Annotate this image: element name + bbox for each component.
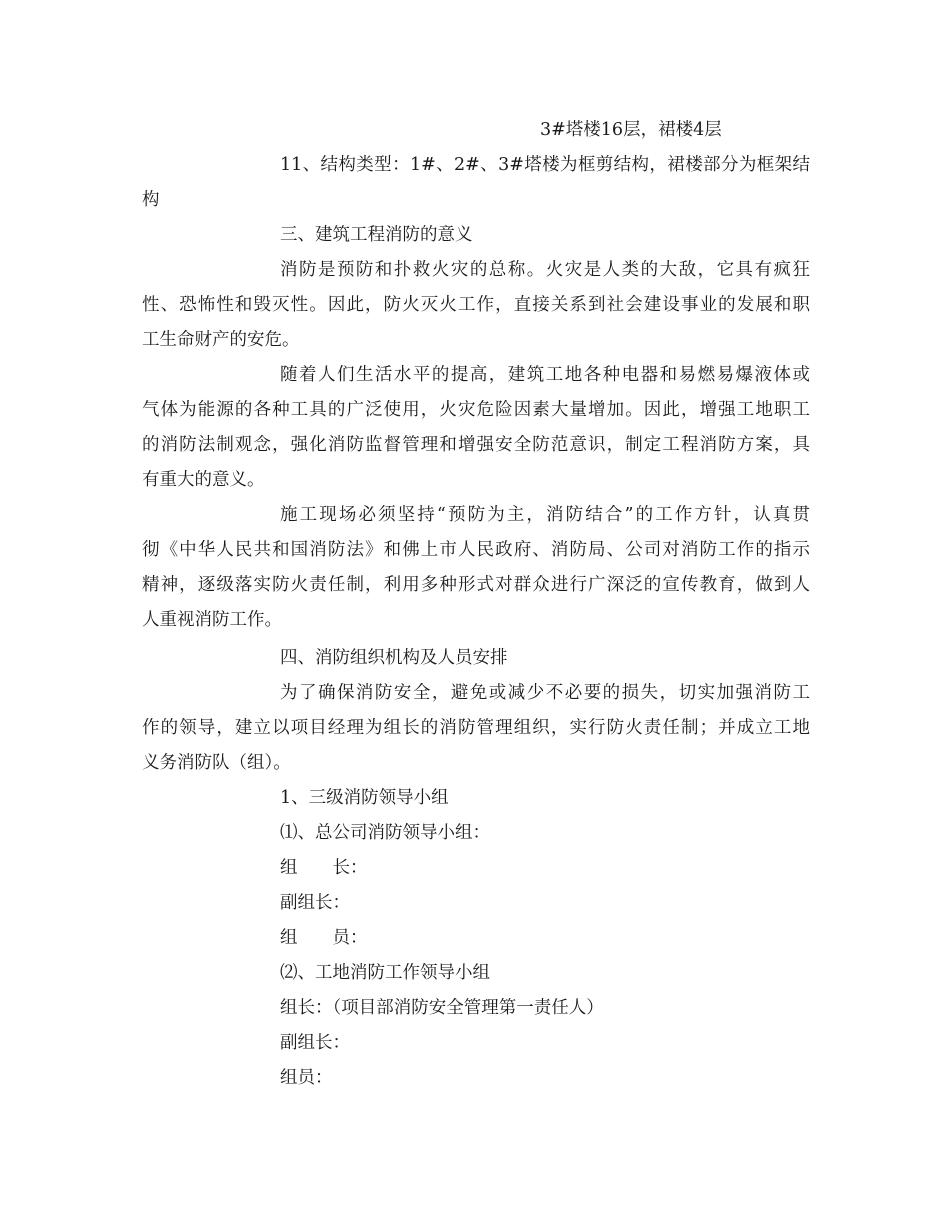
paragraph-line: 作的领导，建立以项目经理为组长的消防管理组织，实行防火责任制；并成立工地 — [142, 718, 810, 738]
paragraph-line: 义务消防队（组）。 — [142, 753, 291, 773]
project-floors-line: 3#塔楼16层，裙楼4层 — [540, 120, 722, 140]
paragraph-line: 彻《中华人民共和国消防法》和佛上市人民政府、消防局、公司对消防工作的指示 — [142, 540, 810, 560]
paragraph-line: 人重视消防工作。 — [142, 610, 282, 630]
field-members: 组 员： — [280, 928, 368, 948]
field-site-deputy-leader: 副组长： — [280, 1033, 350, 1053]
subheading-site-group: ⑵、工地消防工作领导小组 — [280, 963, 490, 983]
paragraph-line: 有重大的意义。 — [142, 470, 265, 490]
paragraph-line: 精神，逐级落实防火责任制，利用多种形式对群众进行广深泛的宣传教育，做到人 — [142, 575, 810, 595]
section-heading-3: 三、建筑工程消防的意义 — [280, 225, 473, 245]
field-site-leader: 组长：（项目部消防安全管理第一责任人） — [280, 998, 604, 1018]
paragraph-line: 消防是预防和扑救火灾的总称。火灾是人类的大敌，它具有疯狂 — [280, 260, 810, 280]
paragraph-line: 性、恐怖性和毁灭性。因此，防火灭火工作，直接关系到社会建设事业的发展和职 — [142, 295, 810, 315]
paragraph-line: 为了确保消防安全，避免或减少不必要的损失，切实加强消防工 — [280, 683, 810, 703]
paragraph-line: 工生命财产的安危。 — [142, 330, 300, 350]
structure-type-line-end: 构 — [142, 190, 160, 210]
subheading-company-group: ⑴、总公司消防领导小组： — [280, 823, 490, 843]
paragraph-line: 气体为能源的各种工具的广泛使用，火灾危险因素大量增加。因此，增强工地职工 — [142, 400, 810, 420]
paragraph-line: 施工现场必须坚持“预防为主，消防结合”的工作方针，认真贯 — [280, 505, 810, 525]
field-site-members: 组员： — [280, 1068, 333, 1088]
field-deputy-leader: 副组长： — [280, 893, 350, 913]
paragraph-line: 随着人们生活水平的提高，建筑工地各种电器和易燃易爆液体或 — [280, 365, 810, 385]
structure-type-line: 11、结构类型：1#、2#、3#塔楼为框剪结构，裙楼部分为框架结 — [280, 155, 810, 175]
subheading-leadership-group: 1、三级消防领导小组 — [280, 788, 449, 808]
paragraph-line: 的消防法制观念，强化消防监督管理和增强安全防范意识，制定工程消防方案，具 — [142, 435, 810, 455]
section-heading-4: 四、消防组织机构及人员安排 — [280, 648, 508, 668]
field-leader: 组 长： — [280, 858, 368, 878]
